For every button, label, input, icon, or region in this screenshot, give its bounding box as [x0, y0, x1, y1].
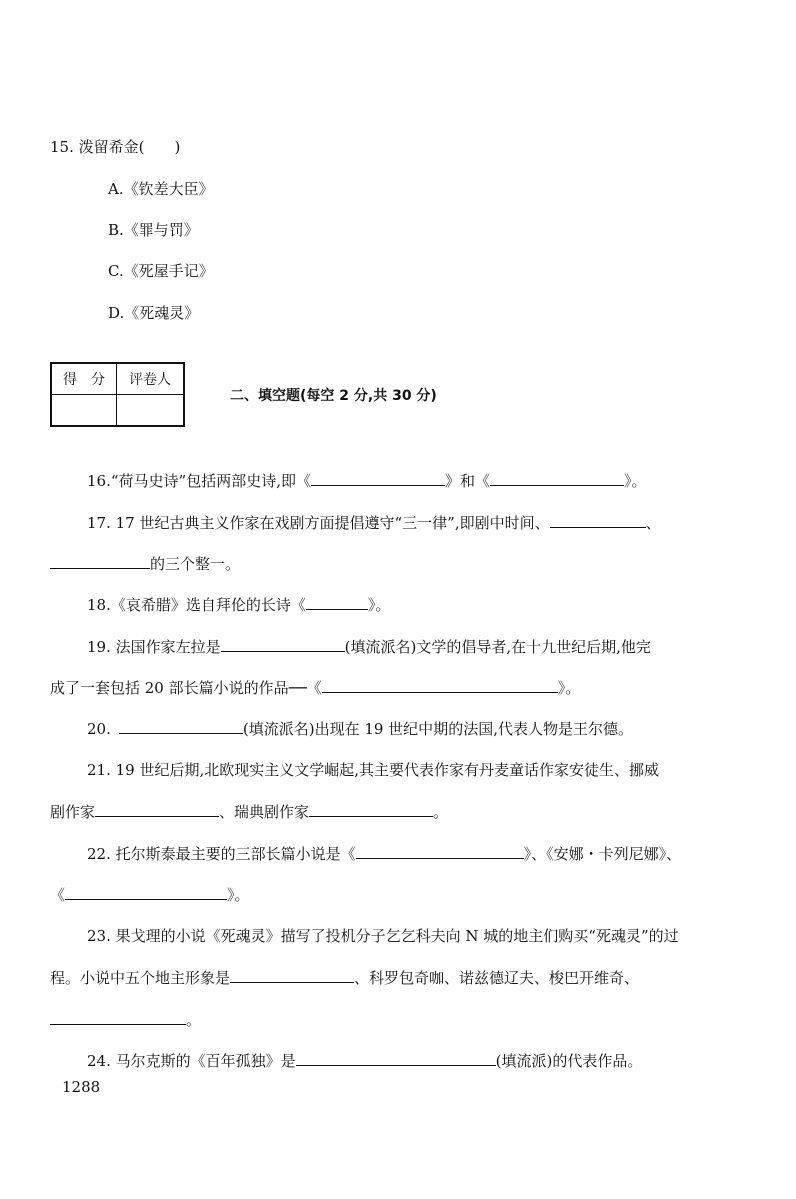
question-23-text-d: 。: [186, 1011, 202, 1029]
answer-blank[interactable]: [230, 967, 354, 983]
question-18: [87, 594, 390, 615]
question-17-line-2: [50, 553, 240, 574]
question-24-text-b: (填流派)的代表作品。: [495, 1052, 643, 1070]
answer-blank[interactable]: [95, 801, 219, 817]
question-18-text-a: 18.《哀希腊》选自拜伦的长诗《: [87, 596, 306, 614]
question-20: [87, 718, 633, 739]
question-19-text-b: (填流派名)文学的倡导者,在十九世纪后期,他完: [344, 638, 651, 656]
answer-blank[interactable]: [221, 636, 345, 652]
question-22-text-c: 《: [50, 886, 66, 904]
answer-blank[interactable]: [50, 553, 150, 569]
question-15-option-d: D.《死魂灵》: [108, 304, 200, 322]
question-21-line-1: [87, 760, 659, 780]
score-box: [50, 362, 185, 427]
question-17-line-1: [87, 512, 661, 533]
question-15-stem: 15. 泼留希金( ): [50, 138, 181, 156]
question-21-text-d: 。: [433, 803, 449, 821]
question-22-text-a: 22. 托尔斯泰最主要的三部长篇小说是《: [87, 845, 356, 863]
question-20-text-b: (填流派名)出现在 19 世纪中期的法国,代表人物是王尔德。: [242, 720, 633, 738]
question-23-text-a: 23. 果戈理的小说《死魂灵》描写了投机分子乞乞科夫向 N 城的地主们购买“死魂灵”的过: [87, 927, 679, 945]
question-19-text-d: 》。: [557, 679, 581, 697]
question-19-text-c: 成了一套包括 20 部长篇小说的作品──《: [50, 679, 322, 697]
question-23-text-c: 、科罗包奇咖、诺兹德辽夫、梭巴开维奇、: [354, 969, 640, 987]
question-17-text-c: 的三个整一。: [150, 555, 241, 573]
question-23-line-1: [87, 926, 679, 946]
answer-blank[interactable]: [309, 801, 433, 817]
answer-blank[interactable]: [119, 718, 243, 734]
question-15-option-a: A.《钦差大臣》: [108, 180, 214, 198]
question-19-text-a: 19. 法国作家左拉是: [87, 638, 221, 656]
question-16-text-a: 16.“荷马史诗”包括两部史诗,即《: [87, 472, 311, 490]
question-17-text-a: 17. 17 世纪古典主义作家在戏剧方面提倡遵守“三一律”,即剧中时间、: [87, 514, 550, 532]
question-23-line-2: [50, 967, 639, 988]
question-22-text-b: 》、《安娜・卡列尼娜》、: [523, 845, 682, 863]
question-24-text-a: 24. 马尔克斯的《百年孤独》是: [87, 1052, 296, 1070]
section-2-title: 二、填空题(每空 2 分,共 30 分): [230, 388, 437, 404]
score-cell: [51, 395, 117, 427]
question-18-text-b: 》。: [367, 596, 391, 614]
answer-blank[interactable]: [306, 594, 368, 610]
question-17-text-b: 、: [645, 514, 661, 532]
question-21-line-2: [50, 801, 448, 822]
question-23-line-3: [50, 1009, 201, 1030]
question-15-option-b: B.《罪与罚》: [108, 221, 199, 239]
question-22-line-1: [87, 843, 681, 864]
question-16-text-c: 》。: [623, 472, 647, 490]
question-24: [87, 1050, 642, 1071]
answer-blank[interactable]: [296, 1050, 496, 1066]
answer-blank[interactable]: [356, 843, 524, 859]
question-21-text-a: 21. 19 世纪后期,北欧现实主义文学崛起,其主要代表作家有丹麦童话作家安徒生、挪威: [87, 761, 660, 779]
grader-label: 评卷人: [117, 363, 185, 395]
question-22-line-2: [50, 884, 250, 905]
question-22-text-d: 》。: [227, 886, 250, 904]
question-20-text-a: 20.: [87, 720, 111, 738]
answer-blank[interactable]: [490, 470, 624, 486]
question-19-line-2: [50, 677, 580, 698]
score-label: 得 分: [51, 363, 117, 395]
question-23-text-b: 程。小说中五个地主形象是: [50, 969, 231, 987]
answer-blank[interactable]: [550, 512, 646, 528]
answer-blank[interactable]: [322, 677, 558, 693]
question-15-option-c: C.《死屋手记》: [108, 262, 214, 280]
question-19-line-1: [87, 636, 651, 657]
question-16: [87, 470, 647, 491]
answer-blank[interactable]: [311, 470, 445, 486]
grader-cell: [117, 395, 185, 427]
answer-blank[interactable]: [65, 884, 227, 900]
answer-blank[interactable]: [50, 1009, 186, 1025]
question-21-text-b: 剧作家: [50, 803, 96, 821]
page-number: 1288: [62, 1078, 101, 1096]
question-21-text-c: 、瑞典剧作家: [219, 803, 310, 821]
question-16-text-b: 》和《: [444, 472, 490, 490]
